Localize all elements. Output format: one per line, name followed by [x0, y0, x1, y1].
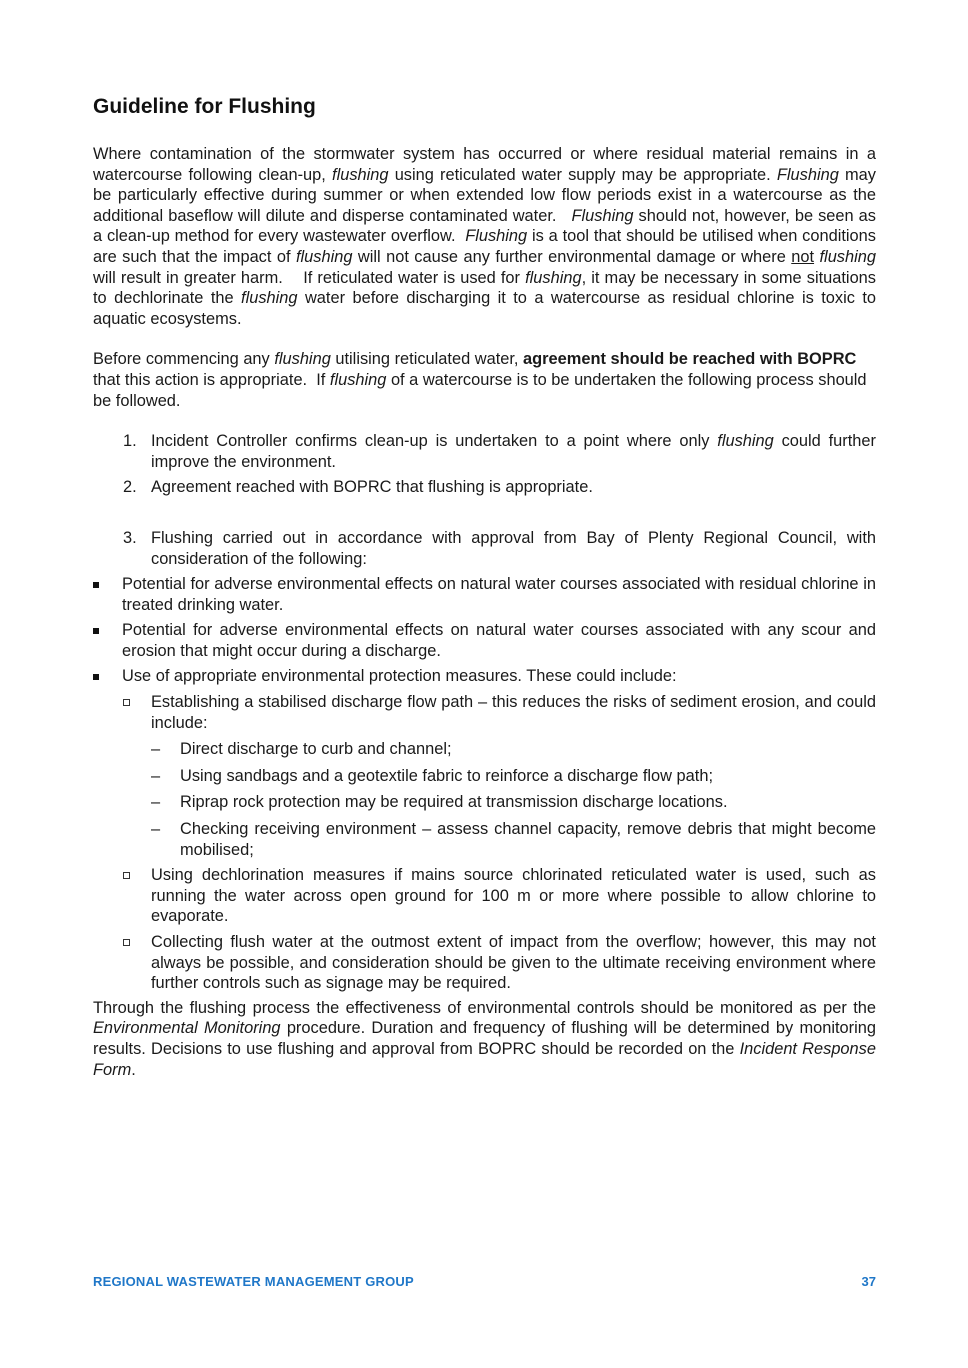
text-run: using reticulated water supply may be appropriate.: [388, 165, 777, 184]
sub-list-item: [93, 865, 876, 927]
step-text: Incident Controller confirms clean-up is undertaken to a point where only: [151, 432, 718, 451]
dash-item-text: Using sandbags and a geotextile fabric to reinforce a discharge flow path;: [180, 766, 714, 785]
text-run: utilising reticulated water,: [330, 350, 524, 369]
dash-bullet-icon: –: [151, 766, 161, 785]
underlined-run: not: [791, 247, 815, 266]
square-bullet-icon: [93, 628, 99, 634]
italic-run: flushing: [274, 350, 331, 369]
text-run: procedure. Duration and frequency of flushing will be determined by monitoring results. Decisions to use flushing and approval from BOPRC should be recorded on the: [93, 1019, 876, 1058]
step-text: Flushing carried out in accordance with approval from Bay of Plenty Regional Council, with consideration of the following:: [151, 528, 876, 568]
bullet-text: Use of appropriate environmental protection measures. These could include:: [122, 667, 677, 686]
dash-list-item: [93, 792, 876, 813]
bold-run: agreement should be reached with BOPRC: [523, 350, 857, 369]
dash-list-item: [93, 766, 876, 787]
italic-run: flushing: [717, 432, 774, 451]
dash-bullet-icon: –: [151, 793, 161, 812]
document-page: [93, 92, 876, 1080]
dash-item-text: Riprap rock protection may be required at transmission discharge locations.: [180, 793, 728, 812]
italic-run: Flushing: [776, 165, 839, 184]
bullet-text: Potential for adverse environmental effects on natural water courses associated with any scour and erosion that might occur during a discharge.: [122, 621, 876, 660]
sub-list-item: [93, 692, 876, 733]
dash-bullet-icon: –: [151, 820, 161, 839]
sub-bullet-text: Using dechlorination measures if mains source chlorinated reticulated water is used, such as running the water across open ground for 100 m or more where possible to allow chlorine to evaporate.: [151, 866, 876, 926]
process-step: [93, 528, 876, 569]
italic-run: Flushing: [571, 206, 634, 225]
agreement-paragraph: [93, 349, 876, 411]
text-run: will not cause any further environmental damage or where: [352, 247, 792, 266]
italic-run: flushing: [295, 247, 353, 266]
text-run: should not, however, be seen as a clean-up method for every wastewater overflow.: [93, 206, 876, 246]
hollow-square-bullet-icon: [123, 872, 130, 879]
text-run: , it may be necessary in some situations to dechlorinate the: [93, 268, 876, 308]
text-run: will result in greater harm. If reticulated water is used for: [93, 268, 526, 287]
sub-bullet-text: Establishing a stabilised discharge flow path – this reduces the risks of sediment erosion, and could include:: [151, 693, 876, 732]
sub-bullet-text: Collecting flush water at the outmost extent of impact from the overflow; however, this may not always be possible, and consideration should be given to the ultimate receiving environment where further controls such as signage may be required.: [151, 933, 876, 993]
dash-list-item: [93, 819, 876, 860]
dash-item-text: Direct discharge to curb and channel;: [180, 740, 452, 759]
text-run: .: [131, 1060, 136, 1079]
step-text: could further improve the environment.: [151, 432, 876, 471]
hollow-square-bullet-icon: [123, 699, 130, 706]
dash-item-text: Checking receiving environment – assess channel capacity, remove debris that might become mobilised;: [180, 820, 876, 859]
hollow-square-bullet-icon: [123, 939, 130, 946]
italic-run: flushing: [819, 247, 876, 266]
square-bullet-icon: [93, 582, 99, 588]
closing-paragraph: [93, 998, 876, 1080]
process-step: [93, 477, 876, 498]
text-run: Where contamination of the stormwater system has occurred or where residual material remains in a watercourse following clean-up,: [93, 145, 876, 184]
italic-run: flushing: [241, 289, 298, 308]
text-run: Through the flushing process the effectiveness of environmental controls should be monitored as per the: [93, 998, 876, 1017]
text-run: of a watercourse is to be undertaken the following process should be followed.: [93, 370, 867, 410]
list-item: [93, 666, 876, 687]
page-number: 37: [861, 1274, 876, 1289]
step-number: 1.: [123, 432, 137, 451]
italic-run: flushing: [329, 370, 387, 389]
italic-run: Environmental Monitoring: [93, 1019, 281, 1038]
italic-run: flushing: [525, 268, 582, 287]
italic-run: flushing: [332, 165, 389, 184]
process-step: [93, 431, 876, 472]
text-run: water before discharging it to a watercourse as residual chlorine is toxic to aquatic ecosystems.: [93, 289, 876, 328]
list-item: [93, 574, 876, 615]
list-item: [93, 620, 876, 661]
section-heading: Guideline for Flushing: [93, 95, 316, 118]
step-text: Agreement reached with BOPRC that flushing is appropriate.: [151, 478, 593, 497]
bullet-text: Potential for adverse environmental effects on natural water courses associated with residual chlorine in treated drinking water.: [122, 575, 876, 614]
text-run: Before commencing any: [93, 350, 275, 369]
dash-list-item: [93, 739, 876, 760]
dash-bullet-icon: –: [151, 740, 161, 759]
intro-paragraph: [93, 144, 876, 329]
step-number: 3.: [123, 528, 137, 547]
text-run: may be particularly effective during summer or when extended low flow periods exist in a watercourse as the additional baseflow will dilute and disperse contaminated water.: [93, 165, 876, 225]
step-number: 2.: [123, 478, 137, 497]
text-run: is a tool that should be utilised when conditions are such that the impact of: [93, 227, 876, 266]
square-bullet-icon: [93, 674, 99, 680]
text-run: that this action is appropriate. If: [93, 370, 330, 389]
italic-run: Flushing: [465, 227, 528, 246]
footer-organisation: REGIONAL WASTEWATER MANAGEMENT GROUP: [93, 1274, 414, 1289]
page-footer: [93, 1274, 876, 1292]
sub-list-item: [93, 932, 876, 994]
italic-run: Incident Response Form: [93, 1039, 876, 1079]
